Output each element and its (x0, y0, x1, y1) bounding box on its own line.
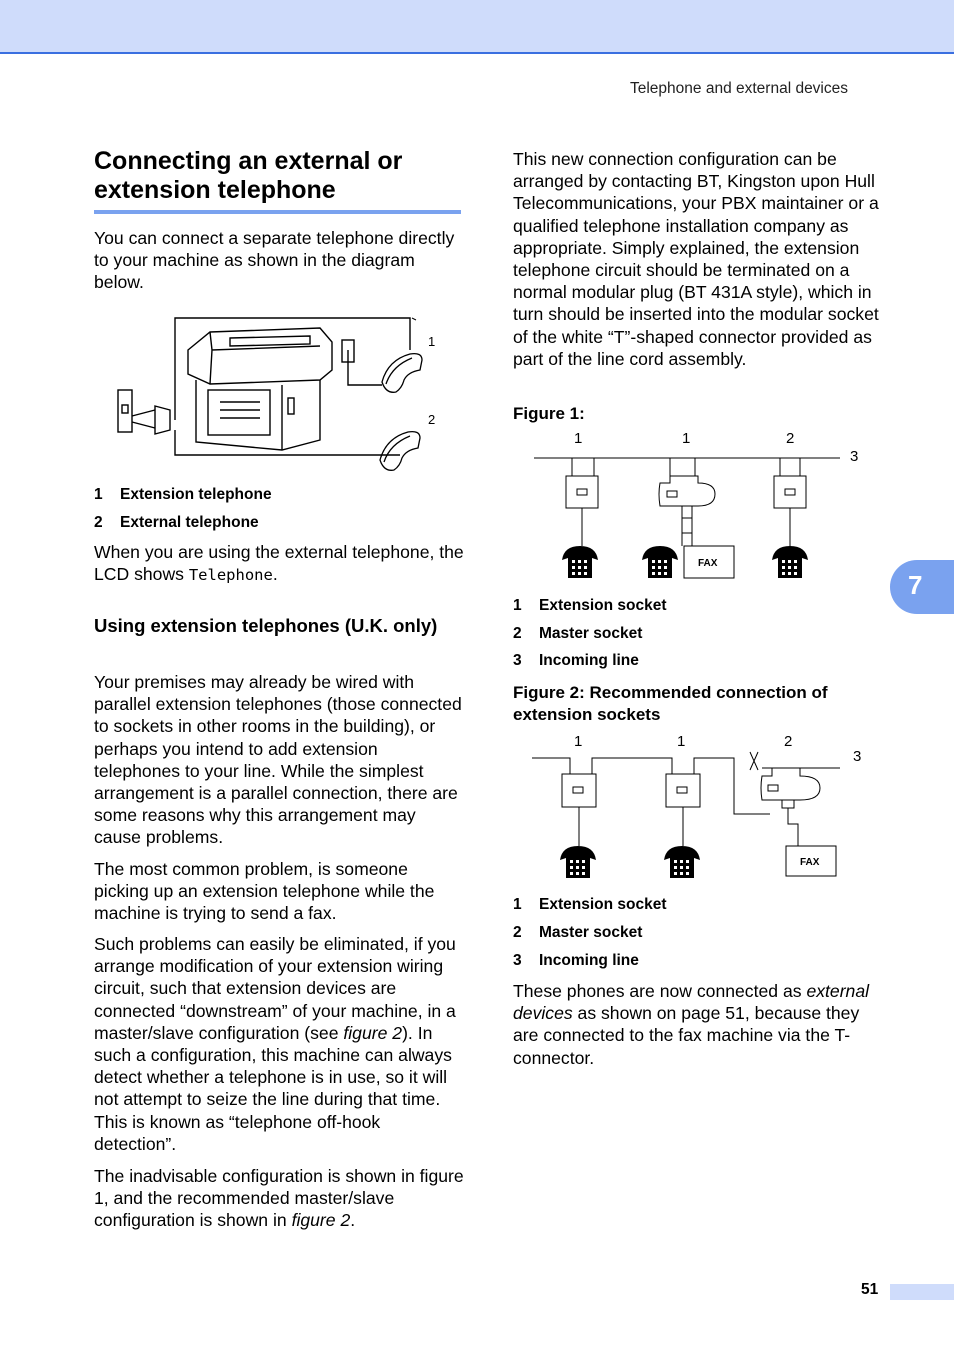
figure-callout: 3 (850, 448, 859, 465)
figure-callout: 1 (682, 430, 691, 447)
telephone-icon (562, 546, 598, 578)
wall-socket-icon (666, 774, 700, 807)
telephone-icon (642, 546, 678, 578)
connection-diagram (110, 310, 450, 480)
external-telephone-icon (380, 432, 420, 471)
caption-item: 1 Extension telephone (94, 486, 272, 503)
telephone-icon (664, 846, 700, 878)
figure-callout: 3 (853, 748, 862, 765)
figure-callout: 2 (786, 430, 795, 447)
wall-socket-icon (774, 476, 806, 508)
diagram-callout: 1 (428, 334, 436, 349)
figure-callout: 1 (574, 430, 583, 447)
lcd-value: Telephone (188, 566, 273, 585)
paragraph: These phones are now connected as external devices as shown on page 51, because they are connected to the fax machine via the T-connector. (513, 981, 870, 1068)
caption-item: 3 Incoming line (513, 952, 639, 969)
paragraph: Such problems can easily be eliminated, if you arrange modification of your extension wiring circuit, such that extension devices are connected “downstream” of your machine, in a master/slave configuration (see figure 2). In such a configuration, this machine can always detect whether a telephone is in use, so it will not attempt to seize the line during that time. This is known as “telephone off-hook detection”. (94, 934, 456, 1154)
fax-label: FAX (698, 558, 718, 569)
caption-item: 2 Master socket (513, 625, 643, 642)
lcd-paragraph: When you are using the external telephone, the LCD shows Telephone. (94, 542, 464, 585)
caption-item: 2 Master socket (513, 924, 643, 941)
chapter-tab[interactable]: 7 (890, 560, 954, 614)
figure-callout: 1 (677, 733, 686, 750)
wall-socket-icon (562, 774, 596, 807)
caption-item: 3 Incoming line (513, 652, 639, 669)
running-title: Telephone and external devices (629, 80, 848, 97)
paragraph: The most common problem, is someone picking up an extension telephone while the machine is trying to send a fax. (94, 859, 435, 924)
paragraph: This new connection configuration can be arranged by contacting BT, Kingston upon Hull Telecommunications, your PBX maintainer or a qualified telephone installation company as appropriate. Simply explained, the extension telephone circuit should be terminated on a normal modular plug (BT 431A style), which in turn should be inserted into the modular socket of the white “T”-shaped connector provided as part of the line cord assembly. (513, 149, 879, 369)
footer-bar (890, 1284, 954, 1300)
figure1-diagram (530, 428, 870, 583)
t-connector-icon (761, 768, 820, 800)
page-number: 51 (861, 1281, 879, 1298)
paragraph: The inadvisable configuration is shown in figure 1, and the recommended master/slave configuration is shown in figure 2. (94, 1166, 464, 1231)
figure1-label: Figure 1: (513, 404, 585, 423)
intro-paragraph: You can connect a separate telephone directly to your machine as shown in the diagram below. (94, 228, 455, 293)
figure-callout: 2 (784, 733, 793, 750)
caption-item: 1 Extension socket (513, 597, 667, 614)
telephone-icon (560, 846, 596, 878)
section-title: Connecting an external or extension telephone (94, 147, 403, 204)
figure2-label: Figure 2: Recommended connection of extension sockets (513, 683, 828, 724)
extension-telephone-icon (382, 354, 422, 393)
figure-callout: 1 (574, 733, 583, 750)
page-header-bar (0, 0, 954, 54)
fax-label: FAX (800, 857, 820, 868)
title-underline (94, 210, 461, 214)
caption-item: 1 Extension socket (513, 896, 667, 913)
subheading: Using extension telephones (U.K. only) (94, 615, 438, 636)
caption-item: 2 External telephone (94, 514, 259, 531)
paragraph: Your premises may already be wired with parallel extension telephones (those connected to sockets in other rooms in the building), or perhaps you intend to add extension telephones to your line. While the simplest arrangement is a parallel connection, there are some reasons why this arrangement may cause problems. (94, 672, 462, 848)
wall-socket-icon (566, 476, 598, 508)
figure2-diagram (530, 728, 870, 883)
diagram-callout: 2 (428, 412, 436, 427)
telephone-icon (772, 546, 808, 578)
